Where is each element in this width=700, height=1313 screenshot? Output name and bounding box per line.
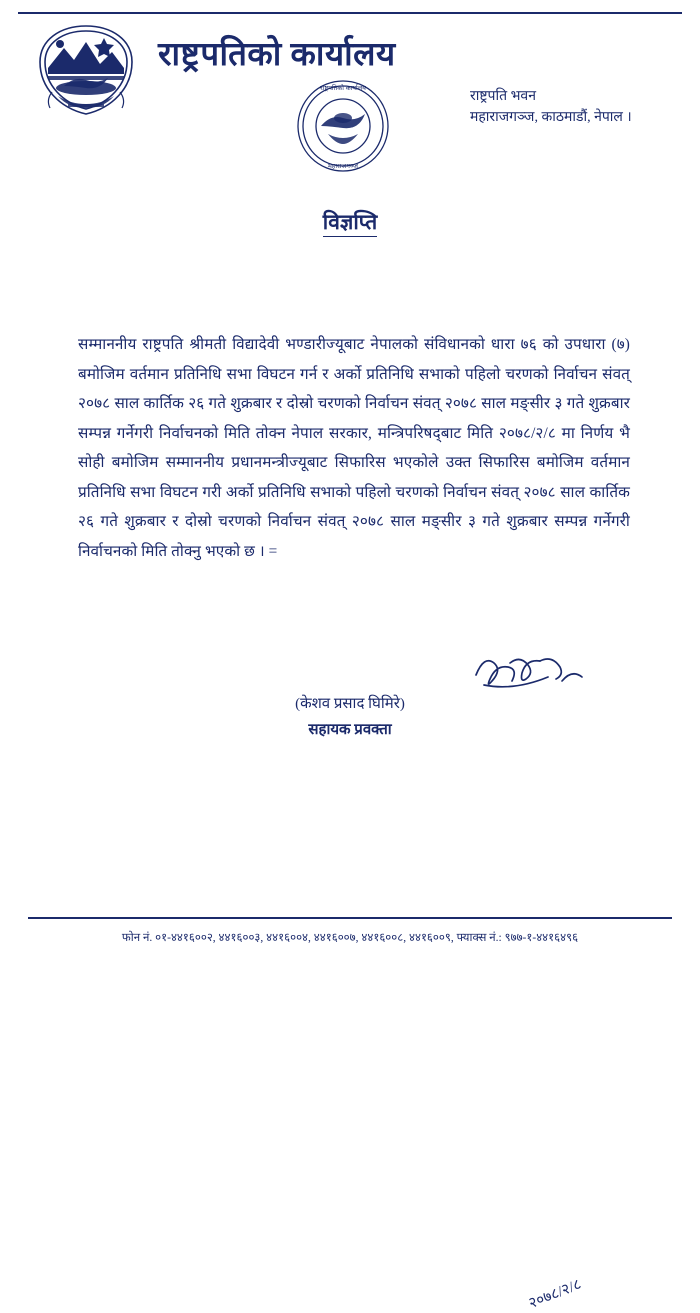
- address-line-1: राष्ट्रपति भवन: [470, 89, 536, 104]
- document-body: सम्माननीय राष्ट्रपति श्रीमती विद्यादेवी भण्डारीज्यूबाट नेपालको संविधानको धारा ७६ को उपधारा (७) बमोजिम वर्तमान प्रतिनिधि सभा विघटन गर्न र अर्काे प्रतिनिधि सभाको पहिलो चरणको निर्वाचन संवत् २०७८ साल कार्तिक २६ गते शुक्रबार र दोस्रो चरणको निर्वाचन संवत् २०७८ साल मङ्सीर ३ गते शुक्रबार सम्पन्न गर्नेगरी निर्वाचनको मिति तोक्न नेपाल सरकार, मन्त्रिपरिषद्‌बाट मिति २०७८/२/८ मा निर्णय भै सोही बमोजिम सम्माननीय प्रधानमन्त्रीज्यूबाट सिफारिस भएकोले उक्त सिफारिस बमोजिम वर्तमान प्रतिनिधि सभा विघटन गरी अर्काे प्रतिनिधि सभाको पहिलो चरणको निर्वाचन संवत् २०७८ साल कार्तिक २६ गते शुक्रबार र दोस्रो चरणको निर्वाचन संवत् २०७८ साल मङ्सीर ३ गते शुक्रबार सम्पन्न गर्नेगरी निर्वाचनको मिति तोक्नु भएको छ । =: [78, 336, 630, 560]
- office-address: [470, 86, 632, 128]
- office-title: राष्ट्रपतिको कार्यालय: [158, 37, 396, 73]
- page-title-text: विज्ञप्ति: [323, 210, 377, 237]
- handwritten-date: २०७८/२/८: [526, 1276, 584, 1313]
- signatory-role: सहायक प्रवक्ता: [308, 722, 392, 738]
- page-title: [0, 208, 700, 236]
- top-border-rule: [18, 12, 682, 14]
- svg-text:राष्ट्रपतिको कार्यालय: राष्ट्रपतिको कार्यालय: [320, 85, 366, 92]
- office-of-president-seal-icon: [295, 78, 391, 174]
- svg-text:महाराजगञ्ज: महाराजगञ्ज: [328, 163, 358, 170]
- signatory-name: (केशव प्रसाद घिमिरे): [295, 696, 405, 712]
- letterhead: [0, 16, 700, 170]
- address-line-2: महाराजगञ्ज, काठमाडौं, नेपाल ।: [470, 110, 632, 125]
- footer-contact: फोन नं. ०१-४४१६००२, ४४१६००३, ४४१६००४, ४४१६००७, ४४१६००८, ४४१६००९, फ्याक्स नं.: ९७७-१-४४१६४९६: [121, 932, 579, 944]
- bottom-border-rule: [28, 917, 672, 919]
- nepal-national-emblem-icon: [34, 22, 138, 118]
